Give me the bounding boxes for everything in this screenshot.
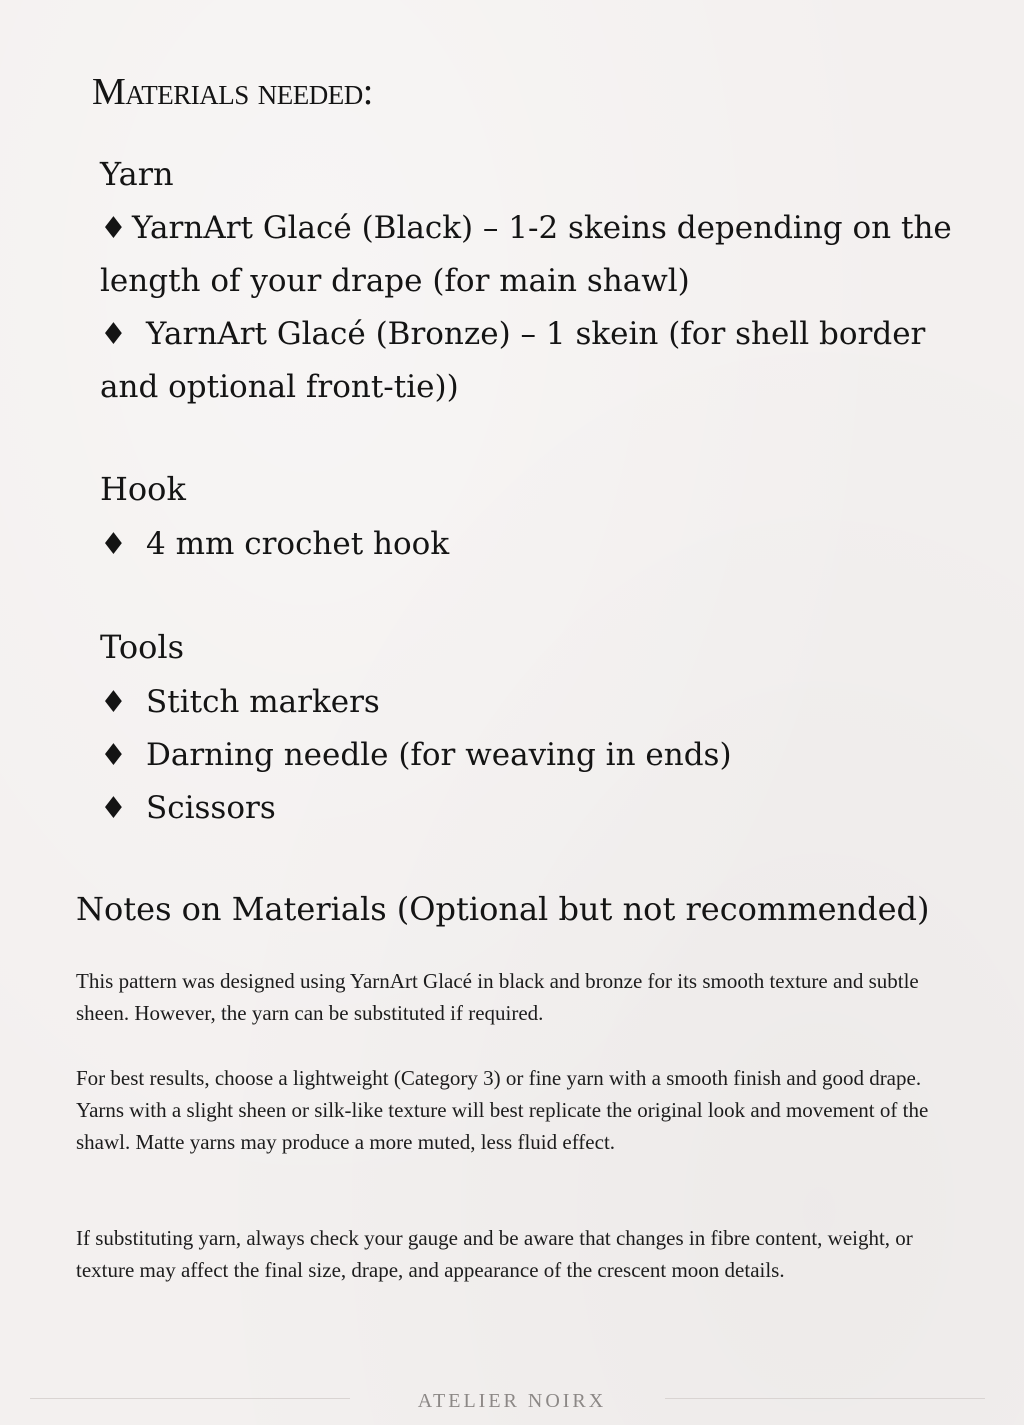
tools-item-scissors: [100, 782, 276, 835]
yarn-item-bronze-line2: and optional front-tie)): [100, 369, 459, 405]
notes-paragraph: If substituting yarn, always check your gauge and be aware that changes in fibre content, weight, or texture may affect the final size, drape, and appearance of the crescent moon details.: [76, 1226, 913, 1282]
yarn-item-bronze: [100, 308, 925, 414]
diamond-bullet-icon: ♦: [100, 317, 127, 352]
tools-item-label: Stitch markers: [146, 684, 380, 720]
notes-paragraph: For best results, choose a lightweight (Category 3) or fine yarn with a smooth finish and good drape. Yarns with a slight sheen or silk-like texture will best replicate the original look and movement of the shawl. Matte yarns may produce a more muted, less fluid effect.: [76, 1066, 929, 1154]
diamond-bullet-icon: ♦: [100, 685, 127, 720]
hook-heading: Hook: [100, 470, 186, 508]
yarn-item-bronze-line1: YarnArt Glacé (Bronze) – 1 skein (for shell border: [146, 316, 926, 352]
notes-paragraph: This pattern was designed using YarnArt Glacé in black and bronze for its smooth texture and subtle sheen. However, the yarn can be substituted if required.: [76, 969, 919, 1025]
page-title: Materials needed:: [92, 71, 373, 113]
tools-heading: Tools: [100, 628, 185, 666]
yarn-item-black: [100, 202, 952, 308]
yarn-item-black-line2: length of your drape (for main shawl): [100, 263, 690, 299]
diamond-bullet-icon: ♦: [100, 791, 127, 826]
yarn-item-black-line1: YarnArt Glacé (Black) – 1-2 skeins depending on the: [132, 210, 952, 246]
notes-heading: Notes on Materials (Optional but not recommended): [76, 890, 930, 928]
tools-item-label: Scissors: [146, 790, 276, 826]
hook-item-label: 4 mm crochet hook: [146, 526, 450, 562]
diamond-bullet-icon: ♦: [100, 738, 127, 773]
footer-brand: ATELIER NOIRX: [417, 1390, 607, 1412]
hook-item: [100, 518, 449, 571]
yarn-heading: Yarn: [100, 155, 174, 193]
tools-item-stitch-markers: [100, 676, 380, 729]
diamond-bullet-icon: ♦: [100, 527, 127, 562]
diamond-bullet-icon: ♦: [100, 211, 127, 246]
tools-item-label: Darning needle (for weaving in ends): [146, 737, 732, 773]
tools-item-darning-needle: [100, 729, 732, 782]
